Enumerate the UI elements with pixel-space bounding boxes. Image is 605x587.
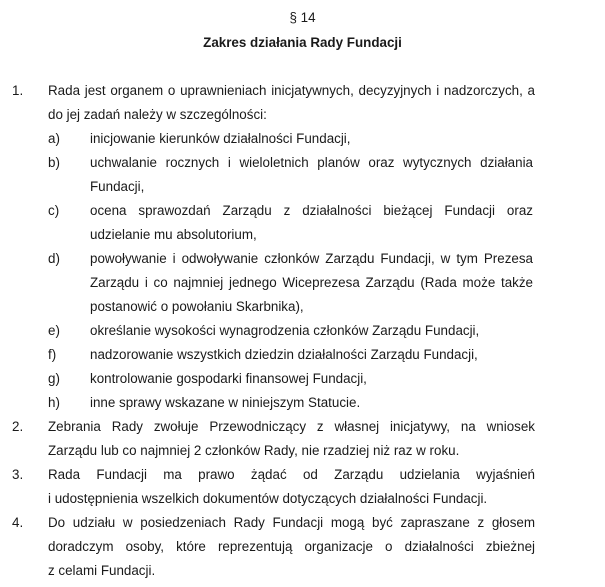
subitem-text-line: udzielanie mu absolutorium, (90, 227, 257, 242)
item-number: 2. (12, 419, 24, 434)
item-text-line: Rada jest organem o uprawnieniach inicjatywnych, decyzyjnych i nadzorczych, a (48, 83, 535, 98)
subitem-text-line: określanie wysokości wynagrodzenia członków Zarządu Fundacji, (90, 323, 480, 338)
item-text-line: Zebrania Rady zwołuje Przewodniczący z własnej inicjatywy, na wniosek (48, 419, 535, 434)
item-number: 4. (12, 515, 24, 530)
item-text-line: i udostępnienia wszelkich dokumentów dotyczących działalności Fundacji. (48, 491, 488, 506)
subitem-text-line: inicjowanie kierunków działalności Fundacji, (90, 131, 351, 146)
item-text-line: Rada Fundacji ma prawo żądać od Zarządu udzielania wyjaśnień (48, 467, 535, 482)
item-number: 3. (12, 467, 24, 482)
item-text-line: z celami Fundacji. (48, 563, 156, 578)
subitem-letter: h) (48, 395, 60, 410)
section-title: Zakres działania Rady Fundacji (203, 35, 402, 50)
subitem-text-line: Fundacji, (90, 179, 145, 194)
subitem-text-line: powoływanie i odwoływanie członków Zarządu Fundacji, w tym Prezesa (90, 251, 533, 266)
item-text-line: Do udziału w posiedzeniach Rady Fundacji mogą być zapraszane z głosem (48, 515, 535, 530)
subitem-text-line: Zarządu i co najmniej jednego Wiceprezesa Zarządu (Rada może także (90, 275, 533, 290)
subitem-letter: c) (48, 203, 60, 218)
item-text-line: Zarządu lub co najmniej 2 członków Rady, nie rzadziej niż raz w roku. (48, 443, 460, 458)
subitem-text-line: nadzorowanie wszystkich dziedzin działalności Zarządu Fundacji, (90, 347, 478, 362)
subitem-text-line: ocena sprawozdań Zarządu z działalności bieżącej Fundacji oraz (90, 203, 533, 218)
item-number: 1. (12, 83, 24, 98)
item-text-line: do jej zadań należy w szczególności: (48, 107, 267, 122)
subitem-letter: a) (48, 131, 60, 146)
subitem-letter: f) (48, 347, 57, 362)
subitem-text-line: postanowić o powołaniu Skarbnika), (90, 299, 304, 314)
subitem-text-line: uchwalanie rocznych i wieloletnich planów oraz wytycznych działania (90, 155, 533, 170)
subitem-text-line: kontrolowanie gospodarki finansowej Fundacji, (90, 371, 367, 386)
subitem-letter: b) (48, 155, 60, 170)
subitem-letter: e) (48, 323, 60, 338)
subitem-text-line: inne sprawy wskazane w niniejszym Statucie. (90, 395, 361, 410)
section-number: § 14 (289, 10, 316, 25)
subitem-letter: g) (48, 371, 60, 386)
subitem-letter: d) (48, 251, 60, 266)
item-text-line: doradczym osoby, które reprezentują organizacje o działalności zbieżnej (48, 539, 535, 554)
